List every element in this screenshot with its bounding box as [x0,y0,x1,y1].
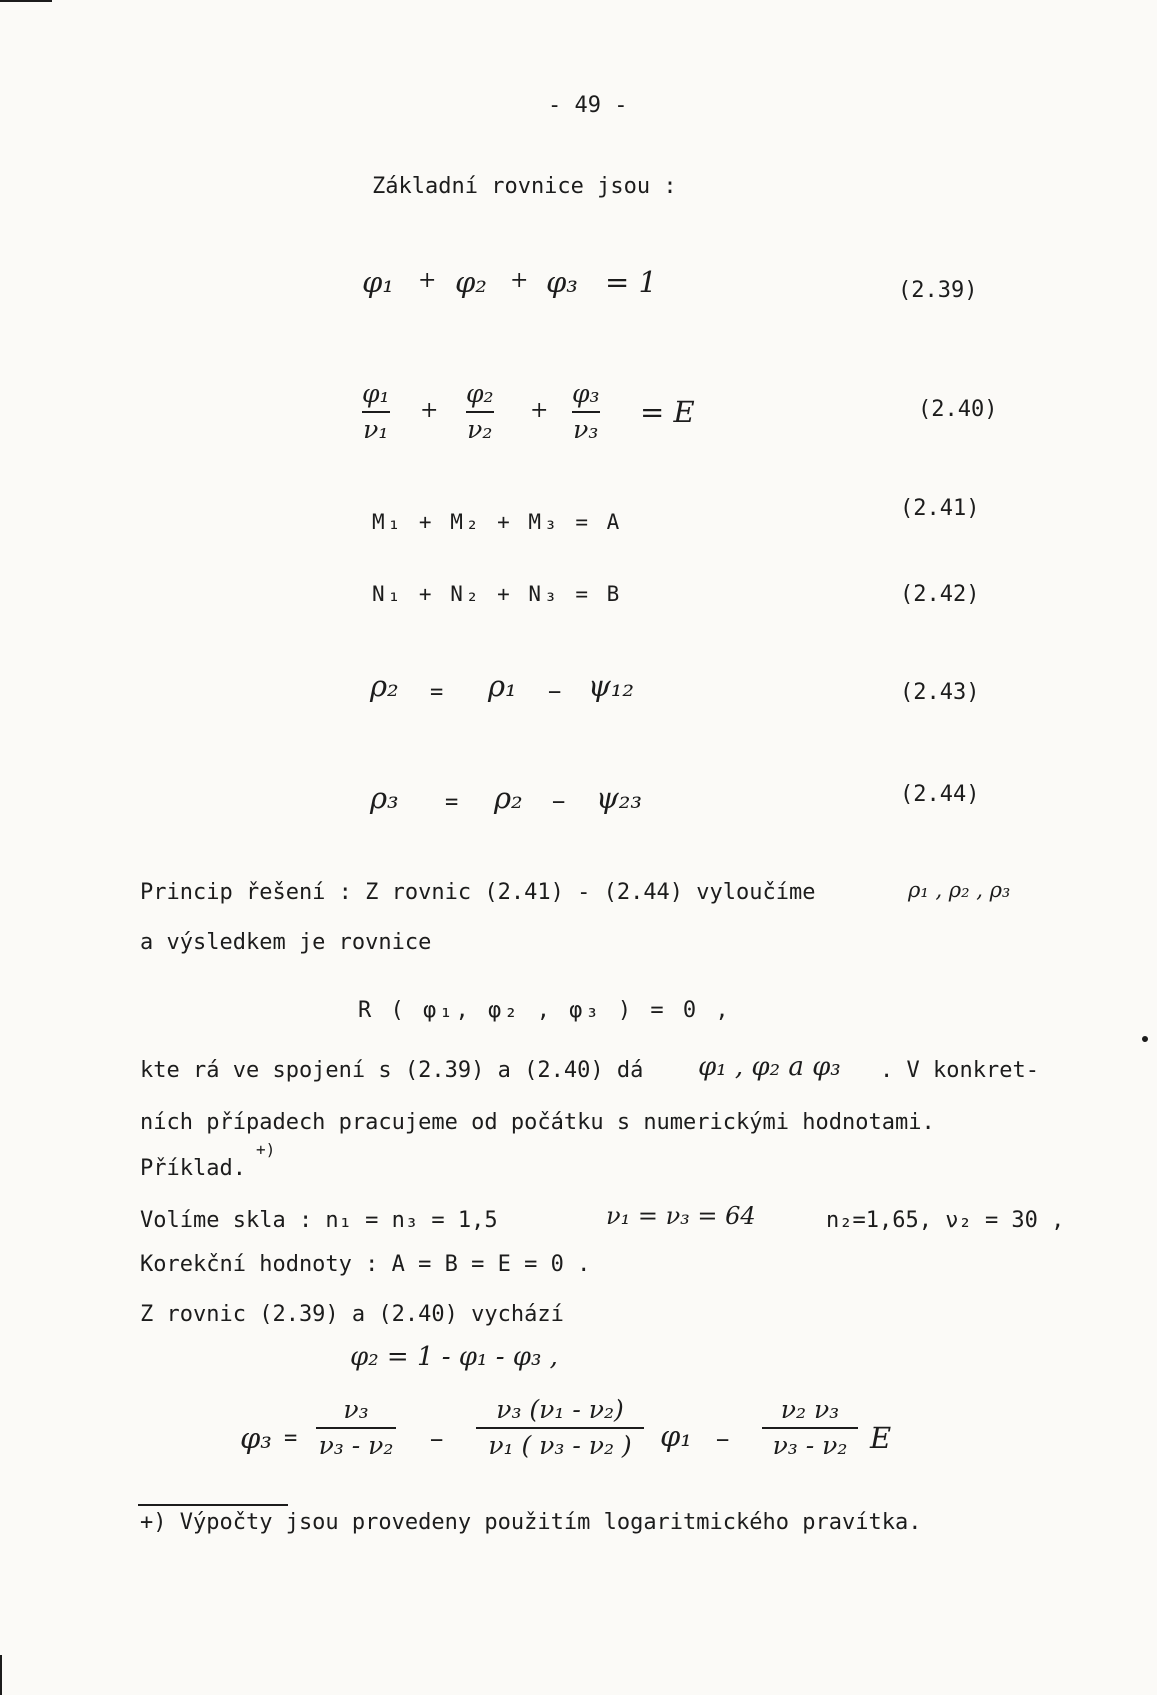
scan-edge-mark [0,1655,2,1695]
phi-3: φ₃ [546,265,578,299]
paragraph-line-1-end: . V konkret- [880,1058,1039,1083]
minus-sign: − [430,1428,444,1453]
fraction-phi1-nu1: φ₁ ν₁ [362,379,390,444]
equation-body: N₁ + N₂ + N₃ = B [372,582,623,606]
equation-number: (2.39) [898,278,978,303]
equation-number: (2.42) [900,582,980,607]
plus-sign: + [530,398,549,423]
fraction-nu2nu3: ν₂ ν₃ ν₃ - ν₂ [762,1396,858,1459]
glass-n2: n₂=1,65, ν₂ = 30 , [826,1208,1065,1233]
scan-dot [1142,1036,1148,1042]
phi-2: φ₂ [455,265,487,299]
paragraph-line-2: ních případech pracujeme od počátku s numerickými hodnotami. [140,1110,935,1135]
phi-3: φ₃ [240,1421,272,1455]
principle-line-2: a výsledkem je rovnice [140,930,432,955]
psi-23: ψ₂₃ [596,781,642,815]
corrections-line: Korekční hodnoty : A = B = E = 0 . [140,1252,591,1277]
plus-sign: + [510,268,529,293]
footnote-mark: +) [256,1140,276,1159]
equation-body: M₁ + M₂ + M₃ = A [372,510,623,534]
equation-rhs: = E [640,395,695,429]
paragraph-symbols: φ₁ , φ₂ a φ₃ [698,1052,841,1082]
e-symbol: E [870,1421,892,1455]
equals-sign: = [284,1426,298,1451]
fraction-nu-products: ν₃ (ν₁ - ν₂) ν₁ ( ν₃ - ν₂ ) [476,1396,644,1459]
equation-number: (2.44) [900,782,980,807]
equation-number: (2.41) [900,496,980,521]
footnote-rule [138,1504,288,1506]
example-title: Příklad. [140,1156,246,1181]
glass-line: Volíme skla : n₁ = n₃ = 1,5 [140,1208,498,1233]
glass-nu: ν₁ = ν₃ = 64 [606,1202,756,1230]
equals-sign: = [430,680,444,705]
section-heading: Základní rovnice jsou : [372,174,677,199]
plus-sign: + [418,268,437,293]
fraction-nu3-over-diff: ν₃ ν₃ - ν₂ [316,1396,396,1459]
principle-line-1: Princip řešení : Z rovnic (2.41) - (2.44) vyloučíme [140,880,816,905]
equals-sign: = [445,790,459,815]
rho-1: ρ₁ [488,669,517,703]
equation-number: (2.40) [918,397,998,422]
principle-symbols: ρ₁ , ρ₂ , ρ₃ [908,878,1011,902]
footnote: +) Výpočty jsou provedeny použitím logaritmického pravítka. [140,1510,922,1535]
rho-3: ρ₃ [370,781,399,815]
plus-sign: + [420,398,439,423]
minus-sign: − [716,1428,730,1453]
phi-1: φ₁ [362,265,394,299]
scan-edge-mark [0,0,52,2]
equation-rhs: = 1 [605,265,657,299]
from-equations-line: Z rovnic (2.39) a (2.40) vychází [140,1302,564,1327]
psi-12: ψ₁₂ [588,669,634,703]
rho-2: ρ₂ [494,781,523,815]
rho-2: ρ₂ [370,669,399,703]
page-number: - 49 - [548,93,628,118]
phi2-equation: φ₂ = 1 - φ₁ - φ₃ , [350,1342,558,1372]
minus-sign: − [548,680,562,705]
fraction-phi3-nu3: φ₃ ν₃ [572,379,600,444]
equation-number: (2.43) [900,680,980,705]
r-equation: R ( φ₁, φ₂ , φ₃ ) = 0 , [358,998,732,1023]
minus-sign: − [552,790,566,815]
paragraph-line-1: kte rá ve spojení s (2.39) a (2.40) dá [140,1058,644,1083]
fraction-phi2-nu2: φ₂ ν₂ [466,379,494,444]
phi-1: φ₁ [660,1419,692,1453]
